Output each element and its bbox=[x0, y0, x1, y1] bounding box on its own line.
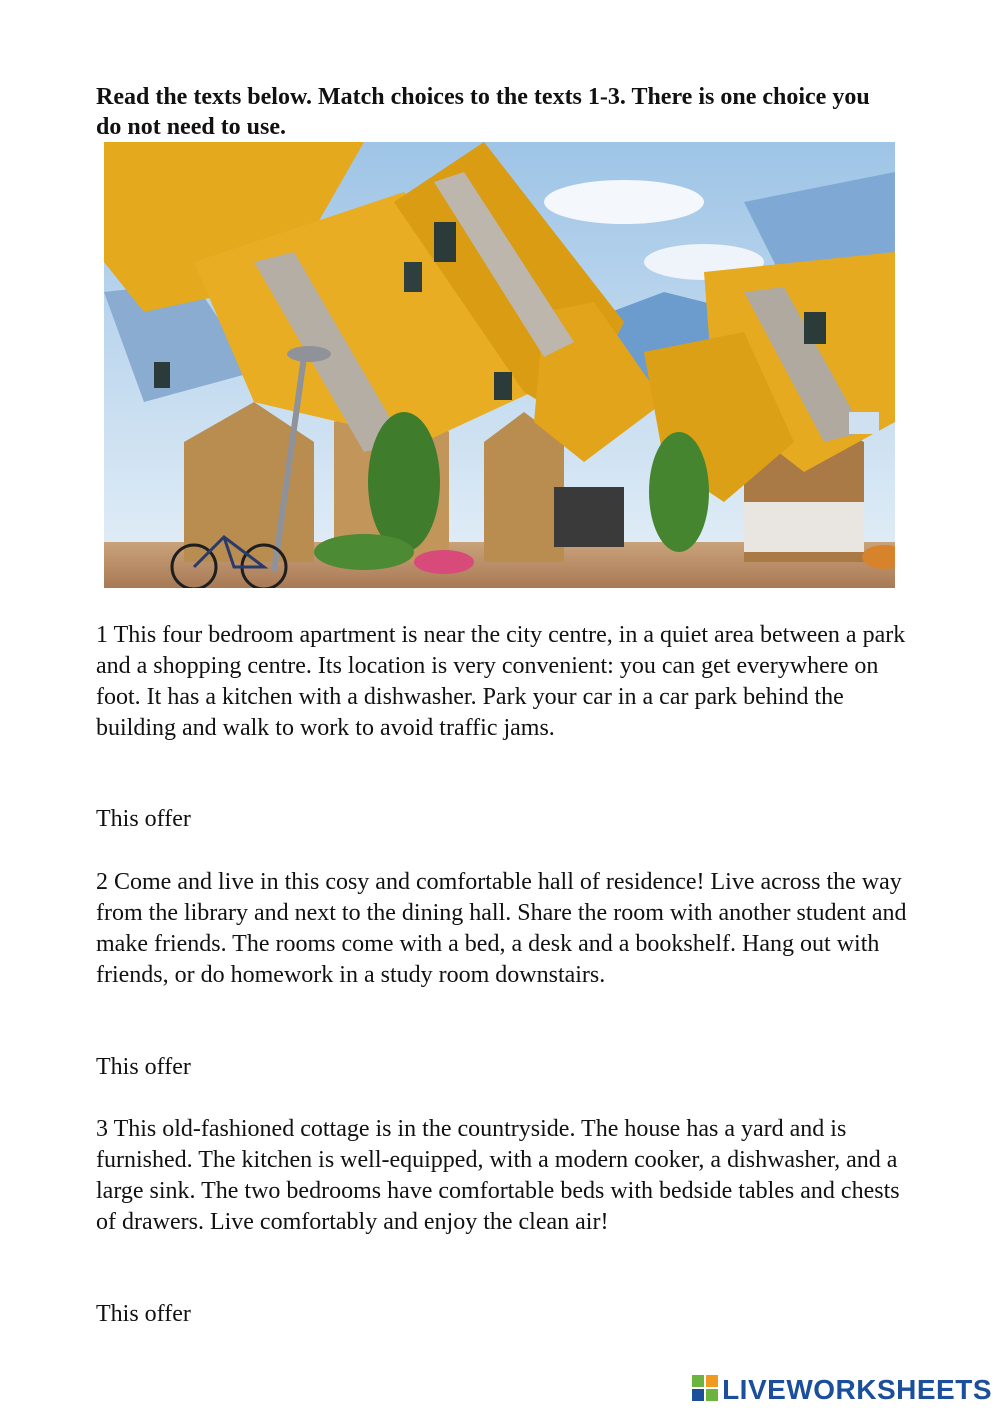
liveworksheets-logo-icon bbox=[692, 1375, 718, 1406]
instructions: Read the texts below. Match choices to the texts 1-3. There is one choice you do not need to use. bbox=[96, 84, 870, 140]
text-2-offer-label: This offer bbox=[96, 1054, 191, 1080]
liveworksheets-logo-text: LIVEWORKSHEETS bbox=[722, 1374, 992, 1405]
cube-houses-photo bbox=[104, 142, 895, 588]
text-1-paragraph: 1 This four bedroom apartment is near the city centre, in a quiet area between a park and a shopping centre. Its location is very convenient: you can get everywhere on foot. It has a kitchen with a dishwasher. Park your car in a car park behind the building and walk to work to avoid traffic jams. bbox=[96, 622, 906, 741]
text-3-offer-label: This offer bbox=[96, 1301, 191, 1327]
text-3-paragraph: 3 This old-fashioned cottage is in the countryside. The house has a yard and is furnished. The kitchen is well-equipped, with a modern cooker, a dishwasher, and a large sink. The two bedrooms have comfortable beds with bedside tables and chests of drawers. Live comfortably and enjoy the clean air! bbox=[96, 1116, 900, 1235]
text-2-paragraph: 2 Come and live in this cosy and comfortable hall of residence! Live across the way from the library and next to the dining hall. Share the room with another student and make friends. The rooms come with a bed, a desk and a bookshelf. Hang out with friends, or do homework in a study room downstairs. bbox=[96, 869, 907, 988]
text-1-offer-label: This offer bbox=[96, 806, 191, 832]
liveworksheets-logo bbox=[692, 1375, 992, 1405]
